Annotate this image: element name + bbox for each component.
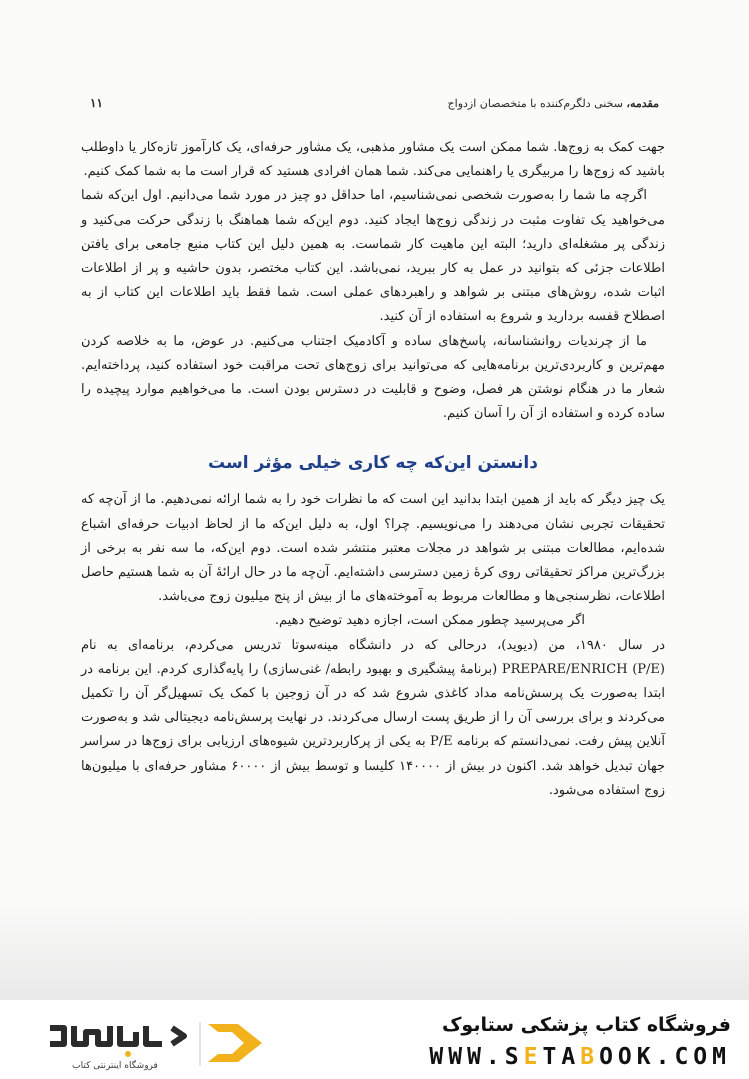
store-name: فروشگاه کتاب پزشکی ستابوک [441, 1014, 731, 1036]
paragraph-1: جهت کمک به زوج‌ها. شما ممکن است یک مشاور مذهبی، یک مشاور حرفه‌ای، یک کارآموز تازه‌کار یا داوطلب باشید که زوج‌ها را مربیگری یا راهنمایی می‌کند. شما همان افرادی هستید که قرار است ما به شما کمک کنیم. [81, 140, 665, 180]
section-heading: دانستن این‌که چه کاری خیلی مؤثر است [208, 453, 538, 474]
setabook-logo [40, 1014, 265, 1072]
paragraph-4: یک چیز دیگر که باید از همین ابتدا بدانید این است که ما نظرات خود را به شما ارائه نمی‌دهیم. ما از آن‌چه که تحقیقات تجربی نشان می‌دهند را می‌نویسیم. چرا؟ اول، به دلیل این‌که ما از لحاظ ادبیات حرفه‌ای اشباع شده‌ایم، مطالعات مبتنی بر شواهد در مجلات معتبر منتشر شده است. دوم این‌که، ما سه نفر به برخی از بزرگ‌ترین مراکز تحقیقاتی روی کرهٔ زمین دسترسی داشته‌ایم. آن‌چه ما در حال ارائهٔ آن به شما هستیم حاصل اطلاعات، نظرسنجی‌ها و مطالعات مربوط به آموخته‌های ما از بیش از پنج میلیون زوج می‌باشد. [81, 492, 665, 605]
store-url[interactable]: WWW.SETABOOK.COM [429, 1044, 731, 1070]
paragraph-6: در سال ۱۹۸۰، من (دیوید)، درحالی که در دانشگاه مینه‌سوتا تدریس می‌کردم، برنامه‌ای به نام PREPARE/ENRICH (P/E) (برنامهٔ پیشگیری و بهبود رابطه/ غنی‌سازی) را پایه‌گذاری کردم. این برنامه در ابتدا به‌صورت یک پرسش‌نامه مداد کاغذی شروع شد که در آن زوجین با کمک یک تسهیل‌گر آن را تکمیل می‌کردند و برای بررسی آن را از طریق پست ارسال می‌کردند. در نهایت پرسش‌نامه دیجیتالی شد و به‌صورت آنلاین پیش رفت. نمی‌دانستم که برنامه P/E به یکی از پرکاربردترین شیوه‌های ارزیابی برای زوج‌ها در سراسر جهان تبدیل خواهد شد. اکنون در بیش از ۱۴۰۰۰۰ کلیسا و توسط بیش از ۶۰۰۰۰ مشاور حرفه‌ای با میلیون‌ها زوج استفاده می‌شود. [81, 637, 666, 798]
paragraph-2: اگرچه ما شما را به‌صورت شخصی نمی‌شناسیم، اما حداقل دو چیز در مورد شما می‌دانیم. اول این‌که شما می‌خواهید یک تفاوت مثبت در زندگی زوج‌ها ایجاد کنید. دوم این‌که شما هماهنگ با زندگی حرکت می‌کنید و زندگی پر مشغله‌ای دارید؛ البته این ماهیت کار شماست. به همین دلیل این کتاب منبع جامعی برای یافتن اطلاعات جزئی که بتوانید در عمل به کار ببرید، نمی‌باشد. این کتاب مختصر، بدون حاشیه و پر از اطلاعات اثبات شده، روش‌های مبتنی بر شواهد و راهبردهای عملی است. شما فقط باید اطلاعات این کتاب از به اصطلاح قفسه بردارید و شروع به استفاده از آن کنید. [81, 188, 665, 325]
logo-subtext: فروشگاه اینترنتی کتاب [72, 1061, 158, 1071]
paragraph-5: اگر می‌پرسید چطور ممکن است، اجازه دهید توضیح دهیم. [274, 613, 585, 629]
paragraph-3: ما از چرندیات روانشناسانه، پاسخ‌های ساده و آکادمیک اجتناب می‌کنیم. در عوض، ما به خلاصه کردن مهم‌ترین و کاربردی‌ترین برنامه‌هایی که می‌توانید برای زوج‌های تحت مراقبت خود استفاده کنید، پرداخته‌ایم. شعار ما در هنگام نوشتن هر فصل، وضوح و قابلیت در دسترس بودن است. ما می‌خواهیم موارد پیچیده را ساده کرده و استفاده از آن را آسان کنیم. [81, 333, 665, 422]
chevron-logo-icon [208, 1024, 262, 1062]
store-banner [0, 1000, 749, 1079]
running-header [90, 96, 659, 110]
chapter-title: مقدمه، سخنی دلگرم‌کننده با متخصصان ازدواج [447, 97, 659, 110]
page-fade [0, 900, 749, 1000]
page-body [81, 136, 665, 803]
logotype-icon [50, 1026, 184, 1044]
page-number: ۱۱ [90, 96, 103, 110]
